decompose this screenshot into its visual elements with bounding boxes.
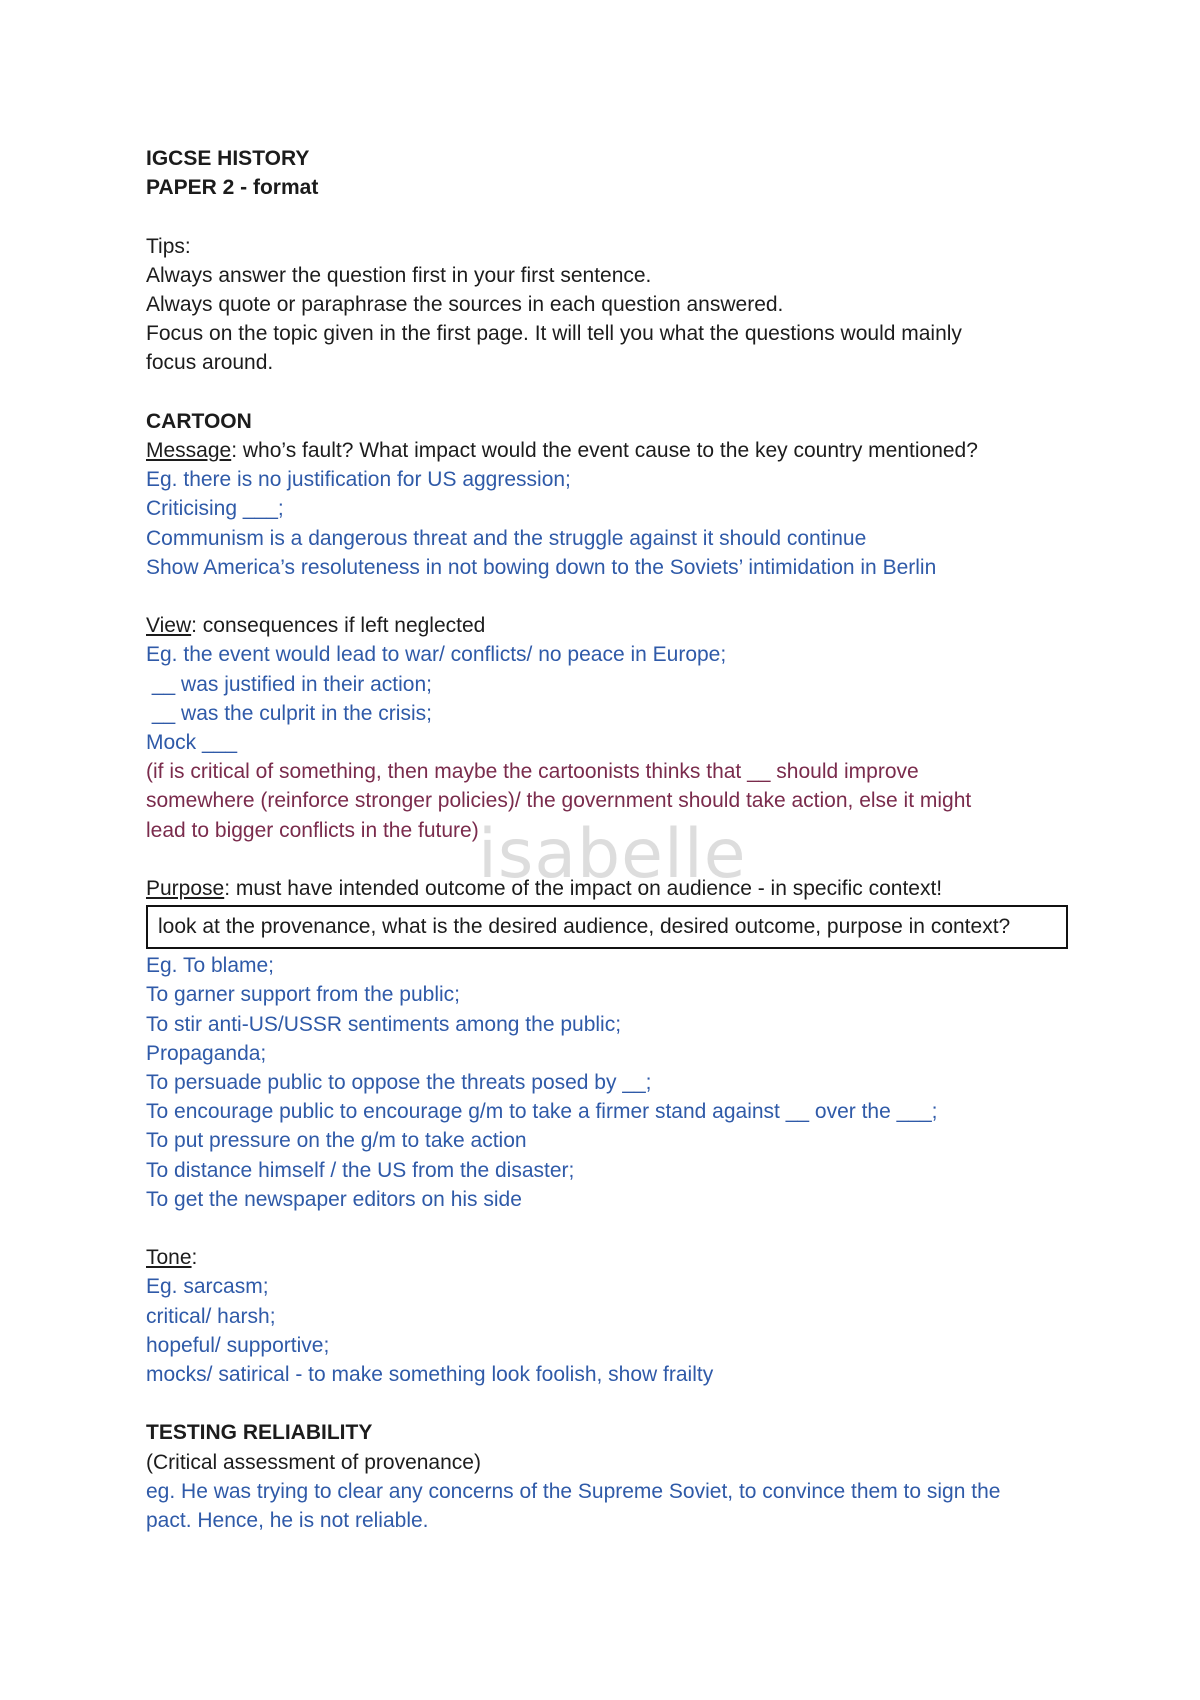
view-line xyxy=(146,611,1091,640)
message-example: Show America’s resoluteness in not bowing down to the Soviets’ intimidation in Berlin xyxy=(146,555,937,579)
tone-text: : xyxy=(191,1246,198,1270)
message-line xyxy=(146,436,1091,465)
purpose-example: To encourage public to encourage g/m to take a firmer stand against __ over the ___; xyxy=(146,1100,938,1124)
watermark: isabelle xyxy=(478,815,747,894)
purpose-example: To put pressure on the g/m to take action xyxy=(146,1129,527,1153)
purpose-example: To stir anti-US/USSR sentiments among the public; xyxy=(146,1012,622,1036)
tip-item: Always quote or paraphrase the sources in each question answered. xyxy=(146,293,784,316)
document-page xyxy=(146,144,1091,1535)
view-note: lead to bigger conflicts in the future) xyxy=(146,818,479,842)
title-line-2: PAPER 2 - format xyxy=(146,176,319,200)
purpose-example: Eg. To blame; xyxy=(146,954,275,978)
view-text: : consequences if left neglected xyxy=(191,614,486,638)
tip-item: Always answer the question first in your first sentence. xyxy=(146,263,652,287)
purpose-text: : must have intended outcome of the impact on audience - in specific context! xyxy=(224,877,943,901)
message-example: Communism is a dangerous threat and the struggle against it should continue xyxy=(146,526,867,550)
view-example: Mock ___ xyxy=(146,731,238,755)
view-note: somewhere (reinforce stronger policies)/ the government should take action, else it might xyxy=(146,789,972,813)
view-label: View xyxy=(146,614,192,638)
section-heading-cartoon: CARTOON xyxy=(146,409,252,433)
message-example: Criticising ___; xyxy=(146,497,284,521)
tip-item: focus around. xyxy=(146,351,274,375)
purpose-example: To garner support from the public; xyxy=(146,983,460,1007)
message-example: Eg. there is no justification for US aggression; xyxy=(146,468,571,492)
tone-example: mocks/ satirical - to make something look foolish, show frailty xyxy=(146,1363,714,1387)
purpose-example: To persuade public to oppose the threats posed by __; xyxy=(146,1071,652,1095)
purpose-callout-box: look at the provenance, what is the desired audience, desired outcome, purpose in context? xyxy=(146,905,1068,949)
tone-line xyxy=(146,1243,1091,1272)
purpose-example: Propaganda; xyxy=(146,1041,267,1065)
view-example: __ was justified in their action; xyxy=(146,672,432,696)
reliability-subheading: (Critical assessment of provenance) xyxy=(146,1450,481,1474)
view-note: (if is critical of something, then maybe the cartoonists thinks that __ should improve xyxy=(146,760,919,784)
tone-example: Eg. sarcasm; xyxy=(146,1275,269,1299)
tone-example: critical/ harsh; xyxy=(146,1304,276,1328)
purpose-example: To get the newspaper editors on his side xyxy=(146,1187,522,1211)
tip-item: Focus on the topic given in the first page. It will tell you what the questions would mainly xyxy=(146,322,962,346)
reliability-example: eg. He was trying to clear any concerns of the Supreme Soviet, to convince them to sign the xyxy=(146,1479,1001,1503)
purpose-example: To distance himself / the US from the disaster; xyxy=(146,1158,575,1182)
message-text: : who’s fault? What impact would the event cause to the key country mentioned? xyxy=(231,439,978,462)
view-example: Eg. the event would lead to war/ conflicts/ no peace in Europe; xyxy=(146,643,727,667)
message-label: Message xyxy=(146,439,232,462)
purpose-line xyxy=(146,874,1091,903)
reliability-example: pact. Hence, he is not reliable. xyxy=(146,1509,429,1533)
tips-label: Tips: xyxy=(146,234,191,258)
view-example: __ was the culprit in the crisis; xyxy=(146,701,432,725)
tone-label: Tone xyxy=(146,1246,192,1270)
tone-example: hopeful/ supportive; xyxy=(146,1333,330,1357)
section-heading-reliability: TESTING RELIABILITY xyxy=(146,1421,373,1445)
purpose-label: Purpose xyxy=(146,877,225,901)
title-line-1: IGCSE HISTORY xyxy=(146,147,310,170)
